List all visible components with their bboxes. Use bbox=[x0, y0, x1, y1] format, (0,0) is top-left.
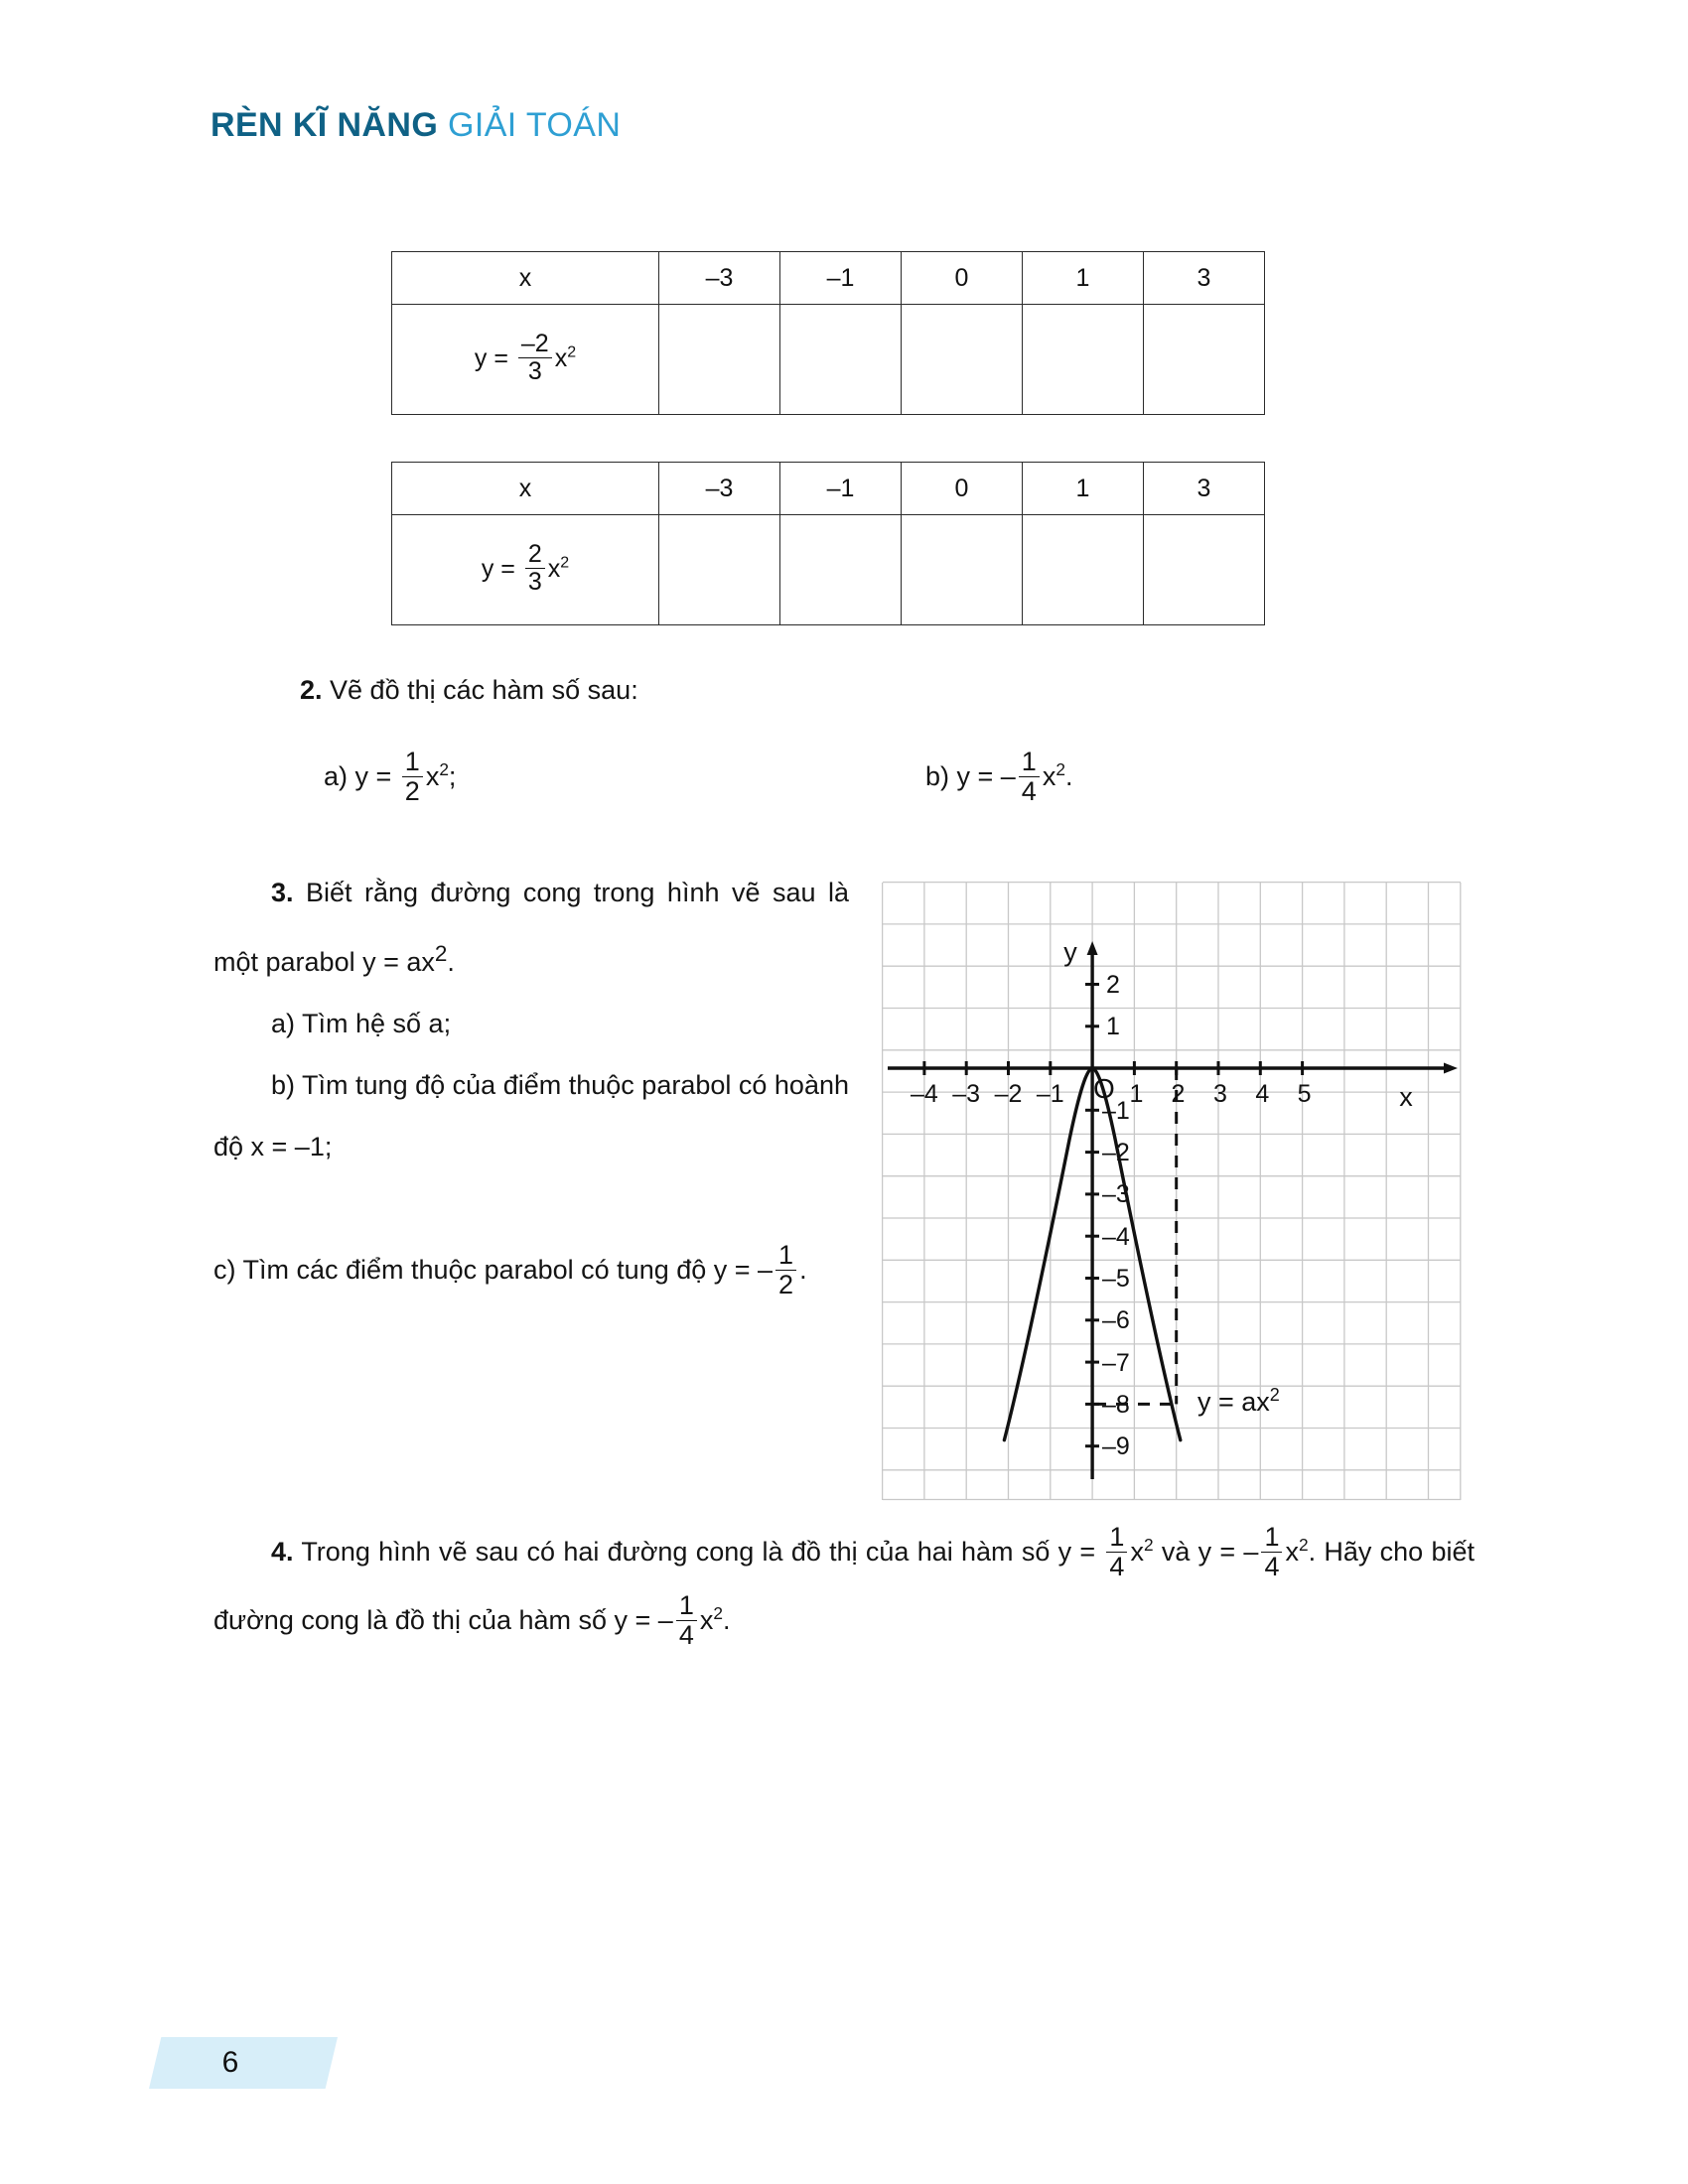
part-b-variable: x bbox=[1042, 760, 1056, 791]
table-header-value: 1 bbox=[1023, 463, 1144, 515]
fraction bbox=[1019, 749, 1040, 806]
exercise-4-text-4: . bbox=[722, 1605, 731, 1635]
fraction-denominator: 4 bbox=[1264, 1551, 1280, 1581]
page-number: 6 bbox=[221, 2046, 239, 2079]
x-tick-label: –2 bbox=[994, 1080, 1023, 1108]
y-tick-label: –7 bbox=[1102, 1349, 1130, 1377]
table-row-label-formula bbox=[392, 515, 659, 625]
page-title bbox=[211, 106, 621, 145]
curve-equation-label bbox=[1197, 1385, 1280, 1417]
table-header-value: –3 bbox=[659, 252, 780, 305]
part-a-exponent: 2 bbox=[439, 758, 449, 779]
exercise-4-text-3: . Hãy cho biết đường cong là đồ thị của hàm số y = – bbox=[213, 1537, 1475, 1635]
exercise-3-number: 3. bbox=[271, 878, 294, 907]
x-tick-label: 1 bbox=[1129, 1080, 1144, 1108]
y-tick-label: 2 bbox=[1106, 971, 1120, 999]
table-header-value: 3 bbox=[1144, 252, 1265, 305]
y-tick-label: –8 bbox=[1102, 1391, 1130, 1419]
fraction-numerator: 1 bbox=[775, 1242, 796, 1271]
exercise-4-text-1: Trong hình vẽ sau có hai đường cong là đồ thị của hai hàm số y = bbox=[293, 1537, 1104, 1567]
table-header-value: –1 bbox=[780, 463, 902, 515]
formula-exponent: 2 bbox=[713, 1603, 723, 1623]
exercise-4-block bbox=[213, 1514, 1475, 1651]
fraction bbox=[1261, 1524, 1282, 1581]
fraction-numerator: 1 bbox=[1019, 749, 1040, 777]
y-tick-label: –4 bbox=[1102, 1223, 1130, 1251]
y-tick-label: –5 bbox=[1102, 1265, 1130, 1293]
exercise-3-part-c bbox=[213, 1240, 807, 1299]
fraction-denominator: 3 bbox=[527, 567, 542, 596]
y-tick-label: –1 bbox=[1102, 1097, 1130, 1125]
exercise-3-part-a: a) Tìm hệ số a; bbox=[271, 1009, 452, 1038]
table-row bbox=[392, 515, 1265, 625]
fraction bbox=[525, 542, 545, 596]
table-cell-empty[interactable] bbox=[659, 515, 780, 625]
exercise-4-formula-1 bbox=[1103, 1522, 1154, 1581]
exercise-2-number: 2. bbox=[300, 675, 323, 705]
exercise-2-title-text: Vẽ đồ thị các hàm số sau: bbox=[322, 675, 638, 705]
table-cell-empty[interactable] bbox=[902, 305, 1023, 415]
x-tick-label: –1 bbox=[1036, 1080, 1064, 1108]
curve-label-exponent: 2 bbox=[1269, 1385, 1280, 1405]
part-c-text: c) Tìm các điểm thuộc parabol có tung độ y = – bbox=[213, 1255, 774, 1285]
x-tick-label: –3 bbox=[952, 1080, 981, 1108]
table-header-x: x bbox=[392, 463, 659, 515]
fraction-denominator: 2 bbox=[778, 1269, 794, 1299]
table-cell-empty[interactable] bbox=[1144, 515, 1265, 625]
exercise-3-intro-end: . bbox=[447, 947, 455, 977]
formula-variable: x bbox=[699, 1605, 714, 1635]
table-row-label-formula bbox=[392, 305, 659, 415]
table-header-value: 0 bbox=[902, 252, 1023, 305]
table-header-value: –1 bbox=[780, 252, 902, 305]
page-title-strong: RÈN KĨ NĂNG bbox=[211, 106, 439, 144]
fraction-numerator: 1 bbox=[1106, 1524, 1127, 1553]
exercise-3-intro: Biết rằng đường cong trong hình vẽ sau là một parabol y = ax bbox=[213, 878, 849, 977]
table-cell-empty[interactable] bbox=[1023, 305, 1144, 415]
exercise-4-number: 4. bbox=[271, 1537, 294, 1567]
table-cell-empty[interactable] bbox=[659, 305, 780, 415]
graph-y-tick-labels bbox=[1102, 971, 1130, 1460]
x-tick-label: –4 bbox=[910, 1080, 938, 1108]
fraction bbox=[1106, 1524, 1127, 1581]
fraction-denominator: 2 bbox=[404, 775, 420, 806]
y-tick-label: –9 bbox=[1102, 1433, 1130, 1460]
formula-exponent: 2 bbox=[567, 343, 577, 361]
fraction-numerator: 1 bbox=[402, 749, 423, 777]
formula-variable: x bbox=[547, 554, 561, 583]
y-tick-label: –6 bbox=[1102, 1306, 1130, 1334]
fraction-numerator: 2 bbox=[525, 542, 545, 569]
part-b-prefix: b) y = – bbox=[925, 760, 1016, 791]
exercise-3-part-b: b) Tìm tung độ của điểm thuộc parabol có hoành độ x = –1; bbox=[213, 1070, 849, 1161]
formula-exponent: 2 bbox=[560, 554, 570, 572]
formula-exponent: 2 bbox=[1143, 1535, 1154, 1555]
fraction-numerator: 1 bbox=[676, 1592, 697, 1621]
x-tick-label: 4 bbox=[1255, 1080, 1270, 1108]
x-tick-label: 5 bbox=[1297, 1080, 1312, 1108]
table-cell-empty[interactable] bbox=[1144, 305, 1265, 415]
formula-variable: x bbox=[1285, 1537, 1299, 1567]
page-title-light: GIẢI TOÁN bbox=[438, 106, 622, 144]
y-tick-label: –2 bbox=[1102, 1139, 1130, 1166]
table-cell-empty[interactable] bbox=[902, 515, 1023, 625]
exercise-4-formula-3 bbox=[673, 1590, 723, 1650]
table-header-value: 3 bbox=[1144, 463, 1265, 515]
part-a-variable: x bbox=[425, 760, 440, 791]
table-y-minus-two-thirds bbox=[391, 251, 1265, 415]
formula-exponent: 2 bbox=[1298, 1535, 1309, 1555]
table-row bbox=[392, 463, 1265, 515]
part-c-end: . bbox=[799, 1255, 807, 1285]
exercise-2-part-b bbox=[925, 747, 1073, 807]
table-row bbox=[392, 252, 1265, 305]
fraction-denominator: 3 bbox=[527, 356, 542, 385]
formula-prefix: y = bbox=[481, 554, 522, 583]
origin-label: O bbox=[1093, 1073, 1115, 1104]
y-axis-arrow bbox=[1087, 941, 1098, 955]
fraction bbox=[402, 749, 423, 806]
table-header-x: x bbox=[392, 252, 659, 305]
part-a-suffix: ; bbox=[448, 760, 457, 791]
exercise-3-exponent: 2 bbox=[434, 941, 448, 966]
fraction-denominator: 4 bbox=[1021, 775, 1037, 806]
formula-variable: x bbox=[1130, 1537, 1144, 1567]
part-b-exponent: 2 bbox=[1055, 758, 1065, 779]
table-cell-empty[interactable] bbox=[780, 305, 902, 415]
fraction bbox=[676, 1592, 697, 1650]
exercise-4-text-2: và y = – bbox=[1153, 1537, 1259, 1567]
fraction-numerator: –2 bbox=[518, 332, 552, 358]
exercise-2-title bbox=[300, 677, 638, 704]
table-row bbox=[392, 305, 1265, 415]
y-axis-label: y bbox=[1063, 937, 1077, 967]
graph-svg bbox=[882, 882, 1462, 1501]
y-tick-label: 1 bbox=[1106, 1013, 1120, 1040]
x-tick-label: 3 bbox=[1213, 1080, 1227, 1108]
exercise-4-formula-2 bbox=[1258, 1522, 1309, 1581]
page-number-footer bbox=[149, 2037, 338, 2089]
table-cell-empty[interactable] bbox=[780, 515, 902, 625]
exercise-2-part-a bbox=[324, 747, 457, 807]
part-b-suffix: . bbox=[1064, 760, 1073, 791]
table-header-value: –3 bbox=[659, 463, 780, 515]
y-tick-label: –3 bbox=[1102, 1180, 1130, 1208]
fraction bbox=[775, 1242, 796, 1299]
table-y-two-thirds bbox=[391, 462, 1265, 625]
x-tick-label: 2 bbox=[1171, 1080, 1186, 1108]
fraction-numerator: 1 bbox=[1261, 1524, 1282, 1553]
x-axis-arrow bbox=[1444, 1063, 1458, 1074]
fraction-denominator: 4 bbox=[678, 1619, 694, 1650]
fraction bbox=[518, 332, 552, 385]
formula-variable: x bbox=[554, 343, 568, 372]
graph-axes bbox=[888, 941, 1458, 1479]
table-header-value: 0 bbox=[902, 463, 1023, 515]
table-cell-empty[interactable] bbox=[1023, 515, 1144, 625]
formula-prefix: y = bbox=[474, 343, 515, 372]
table-header-value: 1 bbox=[1023, 252, 1144, 305]
fraction-denominator: 4 bbox=[1109, 1551, 1125, 1581]
parabola-graph-figure bbox=[882, 882, 1462, 1501]
x-axis-label: x bbox=[1399, 1082, 1413, 1112]
part-a-prefix: a) y = bbox=[324, 760, 399, 791]
exercise-3-block bbox=[213, 862, 849, 1300]
curve-label-text: y = ax bbox=[1197, 1387, 1270, 1417]
